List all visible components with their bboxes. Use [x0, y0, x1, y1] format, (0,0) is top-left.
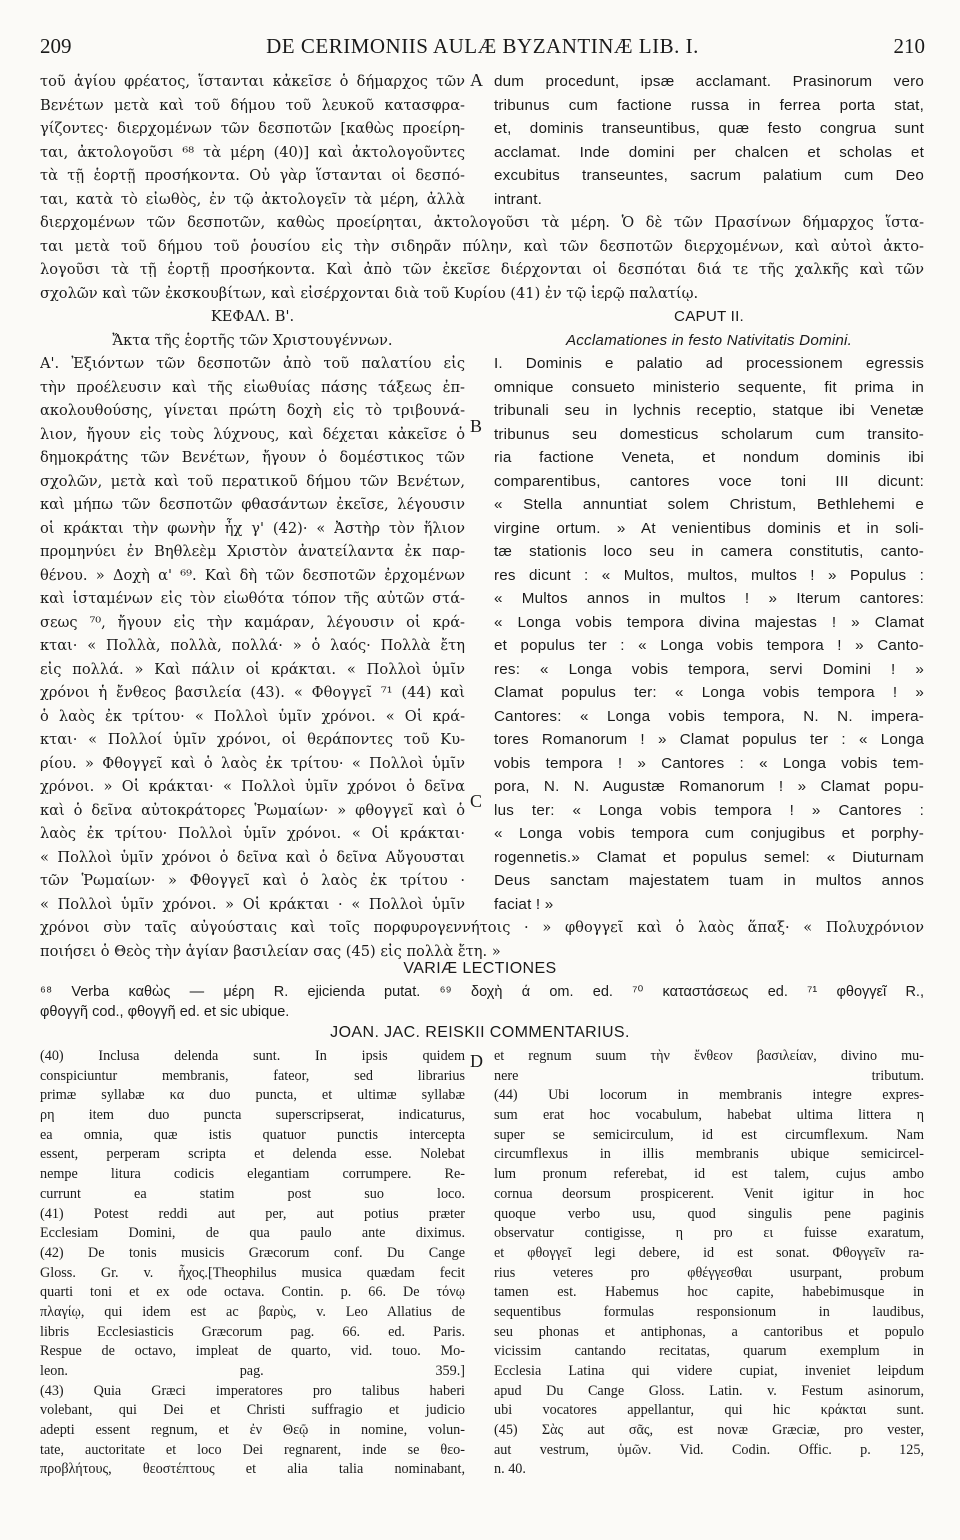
- text-line: leon. pag. 359.]: [40, 1363, 465, 1379]
- text-line: n. 40.: [494, 1461, 526, 1478]
- greek-end-block: [40, 916, 924, 963]
- text-line: ea omnia, quæ istis quatuor punctis intercepta: [40, 1126, 465, 1143]
- text-line: Α'. Ἐξιόντων τῶν δεσποτῶν ἀπὸ τοῦ παλατίου εἰς: [40, 355, 465, 372]
- text-line: τῶν Ῥωμαίων· » Φθογγεῖ καὶ ὁ λαὸς ἐκ τρίτου ·: [40, 872, 465, 889]
- text-line: intrant.: [494, 190, 543, 208]
- text-line: lus ter: « Longa vobis tempora ! » Cantores :: [494, 801, 924, 819]
- text-line: (40) Inclusa delenda sunt. In ipsis quidem: [40, 1048, 465, 1064]
- margin-letter-d: D: [470, 1051, 483, 1071]
- text-line: « Πολλοὶ ὑμῖν χρόνοι. » Οἱ κράκται · « Πολλοὶ ὑμῖν: [40, 895, 465, 913]
- text-line: I. Dominis e palatio ad processionem egressis: [494, 355, 924, 372]
- text-line: καὶ ἱσταμένων εἰς τὸν εἰωθότα τόπον τῆς αὐτῶν στά-: [40, 590, 465, 607]
- greek-full-block: [40, 211, 924, 305]
- text-line: πλαγίῳ, qui idem est ac βαρὺς, v. Leo Allatius de: [40, 1303, 465, 1320]
- variae-lectiones-title: VARIÆ LECTIONES: [403, 960, 557, 977]
- variae-lectiones: [40, 982, 924, 1022]
- running-header: [40, 34, 925, 59]
- text-line: comparentibus, cantores voce toni III dicunt:: [494, 472, 924, 490]
- text-line: « Stella annuntiat solem Christum, Bethlehemi e: [494, 496, 924, 513]
- text-line: ubi vocatores appellantur, qui hic κράκται sunt.: [494, 1402, 924, 1419]
- text-line: apud Du Cange Gloss. Latin. v. Festum asinorum,: [494, 1382, 924, 1399]
- text-line: ακολουθούσης, γίνεται πρώτη δοχὴ εἰς τὸ τριβουνά-: [40, 402, 465, 419]
- text-line: (44) Ubi locorum in membranis integre expres-: [494, 1087, 924, 1104]
- text-line: λαὸς ἐκ τρίτου· Πολλοὶ ὑμῖν χρόνοι. « Οἱ κράκται·: [40, 825, 465, 842]
- greek-chapter-subtitle: Ἄκτα τῆς ἑορτῆς τῶν Χριστουγέννων.: [112, 331, 393, 349]
- text-line: οἱ κράκται τὴν φωνὴν ἦχ γ' (42)· « Ἀστὴρ τὸν ἥλιον: [40, 519, 465, 537]
- text-line: vicissim cantando recitatas, quarum exemplum in: [494, 1343, 924, 1360]
- right-page-number: 210: [893, 34, 925, 58]
- text-line: Cantores: « Longa vobis tempora, N. N. impera-: [494, 707, 924, 725]
- text-line: et, dominis transeuntibus, quæ festo congrua sunt: [494, 120, 924, 137]
- text-line: virgine ortum. » At venientibus dominis et in soli-: [494, 519, 924, 537]
- text-line: faciat ! »: [494, 895, 554, 913]
- text-line: « Longa vobis tempora divina majestas ! » Clamat: [494, 613, 924, 631]
- text-line: adepti essent regnum, et ἐν Θεῷ in nomine, volun-: [40, 1422, 465, 1439]
- text-line: εἰς πολλά. » Καὶ πάλιν οἱ κράκται. « Πολλοὶ ὑμῖν: [40, 660, 465, 678]
- text-line: ⁶⁸ Verba καθὼς — μέρη R. ejicienda putat. ⁶⁹ δοχὴ ά om. ed. ⁷⁰ καταστάσεως ed. ⁷¹ φθογγεῖ R.,: [40, 984, 924, 1000]
- text-line: super se semicirculum, id est circumflexum. Nam: [494, 1126, 924, 1143]
- text-line: nempe litura codicis elegantiam corrumpere. Re-: [40, 1166, 465, 1183]
- margin-letter-b: B: [470, 416, 483, 436]
- text-line: χρόνοι. » Οἱ κράκται· « Πολλοὶ ὑμῖν χρόνοι ὁ δεῖνα: [40, 778, 465, 795]
- text-line: tribunus seu domesticus scholarum cum transito-: [494, 425, 924, 443]
- latin-chapter-heading: CAPUT II. Acclamationes in festo Nativitatis Domini.: [494, 305, 924, 352]
- text-line: τοῦ ἁγίου φρέατος, ἵστανται κἀκεῖσε ὁ δήμαρχος τῶν: [40, 73, 465, 90]
- text-line: tores Romanorum ! » Clamat populus ter : « Longa: [494, 731, 924, 748]
- text-line: λιον, ἤγουν εἰς τοὺς λύχνους, καὶ δέχεται κἀκεῖσε ὁ: [40, 425, 465, 443]
- text-line: καὶ ὁ δεῖνα αὐτοκράτορες Ῥωμαίων· » φθογγεῖ καὶ ὁ: [40, 801, 465, 819]
- text-line: θένου. » Δοχὴ α' ⁶⁹. Καὶ δὴ τῶν δεσποτῶν ἐρχομένων: [40, 566, 465, 584]
- latin-chapter-subtitle: Acclamationes in festo Nativitatis Domini.: [565, 331, 853, 349]
- text-line: et regnum suum τὴν ἔνθεον βασιλείαν, divino mu-: [494, 1048, 924, 1064]
- text-line: conspiciuntur membranis, fateor, sed librarius: [40, 1067, 465, 1084]
- text-line: ὁ λαὸς ἐκ τρίτου· « Πολλοὶ ὑμῖν χρόνοι. « Οἱ κρά-: [40, 707, 465, 725]
- text-line: προμηνύει ἐν Βηθλεὲμ Χριστὸν ἀνατείλαντα ἐκ παρ-: [40, 543, 465, 560]
- text-line: ria factione Veneta, et nondum dominis ibi: [494, 449, 924, 466]
- text-line: φθογγῆ cod., φθογγῆ ed. et sic ubique.: [40, 1004, 290, 1020]
- text-line: currunt ea statim post suo loco.: [40, 1185, 465, 1202]
- text-line: λογοῦσι τὰ τῇ ἑορτῇ προσήκοντα. Καὶ ἀπὸ τῶν ἐκεῖσε διέρχονται οἱ δεσπόται διά τε τῆς χαλκῆς καὶ τῶν: [40, 261, 924, 278]
- text-line: Βενέτων μετὰ καὶ τοῦ δήμου τοῦ λευκοῦ κατασφρα-: [40, 96, 465, 114]
- text-line: aut vestrum, ὑμῶν. Vid. Codin. Offic. p. 125,: [494, 1441, 924, 1458]
- text-line: rius veteres pro φθέγγεσθαι usurpant, probum: [494, 1264, 924, 1281]
- text-line: seu phonas et antiphonas, a cantoribus et populo: [494, 1323, 924, 1340]
- text-line: τὴν προέλευσιν καὶ τῆς εἰωθυίας πάσης τάξεως ἐπ-: [40, 378, 465, 396]
- text-line: κται· « Πολλοί ὑμῖν χρόνοι, οἱ θεράποντες τοῦ Κυ-: [40, 731, 465, 748]
- text-line: σχολῶν, μετὰ καὶ τοῦ περατικοῦ δήμου τῶν Βενέτων,: [40, 472, 465, 490]
- text-line: προβλήτους, θεοστέπτους et alia talia nominabant,: [40, 1461, 465, 1478]
- text-line: καὶ μήπω τῶν δεσποτῶν φθασάντων ἐκεῖσε, λέγουσιν: [40, 496, 465, 513]
- text-line: cornua deorsum prospicerent. Venit igitur in hoc: [494, 1185, 924, 1202]
- text-line: Gloss. Gr. v. ἦχος.[Theophilus musica quædam fecit: [40, 1264, 465, 1281]
- text-line: primæ syllabæ κα duo puncta, et ultimæ syllabæ: [40, 1087, 465, 1104]
- text-line: γίζοντες· διερχομένων τῶν δεσποτῶν [καθὼς προείρη-: [40, 120, 465, 137]
- text-line: tamen est. Habemus hoc capite, habebimusque in: [494, 1284, 924, 1301]
- latin-main-column: [494, 352, 924, 916]
- text-line: ται, κατὰ τὸ εἰωθὸς, ἐν τῷ ἀκτολογεῖν τὰ μέρη, ἀλλὰ: [40, 190, 465, 208]
- text-line: ρίου. » Φθογγεῖ καὶ ὁ λαὸς ἐκ τρίτου· « Πολλοὶ ὑμῖν: [40, 754, 465, 772]
- text-line: et populus ter : « Longa vobis tempora ! » Canto-: [494, 637, 924, 654]
- text-line: quarti toni et ex ode octava. Contin. p. 66. De τόνῳ: [40, 1284, 465, 1301]
- text-line: (42) De tonis musicis Græcorum conf. Du Cange: [40, 1244, 465, 1261]
- text-line: χρόνοι ἡ ἔνθεος βασιλεία (43). « Φθογγεῖ ⁷¹ (44) καὶ: [40, 684, 465, 701]
- text-line: σεως ⁷⁰, ἤγουν εἰς τὴν καμάραν, λέγουσιν οἱ κρά-: [40, 613, 465, 631]
- text-line: ται, ἀκτολογοῦσι ⁶⁸ τὰ μέρη (40)] καὶ ἀκτολογοῦντες: [40, 143, 465, 161]
- commentary-right-column: [494, 1047, 924, 1480]
- left-page-number: 209: [40, 34, 72, 58]
- text-line: « Πολλοὶ ὑμῖν χρόνοι ὁ δεῖνα καὶ ὁ δεῖνα Αὔγουσται: [40, 848, 465, 866]
- text-line: « Longa vobis tempora cum conjugibus et porphy-: [494, 825, 924, 842]
- margin-letter-c: C: [470, 791, 483, 811]
- text-line: tate, auctoritate et loco Dei regnarent, inde se θεο-: [40, 1441, 465, 1458]
- commentary-left-column: [40, 1047, 465, 1480]
- margin-letter-a: A: [470, 70, 483, 90]
- greek-top-block: [40, 70, 465, 211]
- commentary-title: JOAN. JAC. REISKII COMMENTARIUS.: [330, 1024, 630, 1041]
- text-line: libris Ecclesiasticis Græcorum pag. 66. ed. Paris.: [40, 1323, 465, 1340]
- text-line: excubitus transeuntes, sacrum palatium cum Deo: [494, 167, 924, 184]
- text-line: (45) Σὰς aut σᾶς, est novæ Græciæ, pro vester,: [494, 1422, 924, 1439]
- text-line: acclamat. Inde domini per chalcen et scholas et: [494, 143, 924, 161]
- text-line: quoque verbo usu, quod singulis pene paginis: [494, 1205, 924, 1222]
- text-line: essent, perperam scripta et delenda esse. Nolebat: [40, 1146, 465, 1163]
- text-line: pora, N. N. Augustæ Romanorum ! » Clamat popu-: [494, 778, 924, 795]
- text-line: tæ stationis loco seu in camera constitutis, canto-: [494, 543, 924, 560]
- text-line: sum erat hoc vocabulum, habebat ultima littera η: [494, 1107, 924, 1124]
- text-line: ποιήσει ὁ Θεὸς τὴν ἁγίαν βασιλείαν σας (45) εἰς πολλὰ ἔτη. »: [40, 942, 501, 960]
- text-line: χρόνοι σὺν ταῖς αὐγούσταις καὶ τοῖς πορφυρογεννήτοις · » φθογγεῖ καὶ ὁ λαὸς ἅπαξ· « Πολυχρόνιον: [40, 919, 924, 936]
- greek-chapter-heading: ΚΕΦΑΛ. Β'. Ἄκτα τῆς ἑορτῆς τῶν Χριστουγέννων.: [40, 305, 465, 352]
- text-line: ται μετὰ τοῦ δήμου τοῦ ῥουσίου εἰς τὴν σιδηρᾶν πύλην, καὶ τῶν δεσποτῶν διερχομένων, καὶ αὐτοὶ ἀκτο-: [40, 237, 924, 255]
- text-line: Ecclesiam Domini, de qua paulo ante diximus.: [40, 1225, 465, 1242]
- text-line: circumflexus in illis membranis ubique semicircel-: [494, 1146, 924, 1163]
- text-line: (41) Potest reddi aut per, aut potius præter: [40, 1205, 465, 1222]
- greek-main-column: [40, 352, 465, 916]
- text-line: δημοκράτης τῶν Βενέτων, ἤγουν ὁ δομέστικος τῶν: [40, 449, 465, 466]
- text-line: Clamat populus ter: « Longa vobis tempora ! »: [494, 684, 924, 701]
- text-line: vobis tempora ! » Cantores : « Longa vobis tem-: [494, 754, 924, 772]
- text-line: « Multos annos in multos ! » Iterum cantores:: [494, 590, 924, 607]
- text-line: lum pronum referebat, id est talem, cujus ambo: [494, 1166, 924, 1183]
- text-line: Ecclesia Latina qui videre cupiat, inveniet leipdum: [494, 1363, 924, 1379]
- text-line: rogennetis.» Clamat et populus semel: « Diuturnam: [494, 848, 924, 866]
- text-line: διερχομένων τῶν δεσποτῶν, καθὼς προείρηται, ἀκτολογοῦσι τὰ μέρη. Ὁ δὲ τῶν Πρασίνων δήμαρχος ἵστα-: [40, 214, 924, 231]
- running-title: DE CERIMONIIS AULÆ BYZANTINÆ LIB. I.: [266, 34, 699, 58]
- text-line: volebant, qui Dei et Christi suffragio et judicio: [40, 1402, 465, 1419]
- text-line: Respue de octavo, impleat de quarto, vid. touo. Mo-: [40, 1343, 465, 1360]
- text-line: observatur contigisse, η pro ει fuisse exaratum,: [494, 1225, 924, 1242]
- text-line: dum procedunt, ipsæ acclamant. Prasinorum vero: [494, 73, 924, 90]
- text-line: κται· « Πολλὰ, πολλὰ, πολλά· » ὁ λαός· Πολλὰ ἔτη: [40, 637, 465, 654]
- text-line: (43) Quia Græci imperatores pro talibus haberi: [40, 1382, 465, 1399]
- text-line: res dicunt : « Multos, multos, multos ! » Populus :: [494, 566, 924, 584]
- text-line: res: « Longa vobis tempora, servi Domini ! »: [494, 660, 924, 678]
- text-line: σχολῶν καὶ τῶν ἐκσκουβίτων, καὶ εἰσέρχονται διὰ τοῦ Κυρίου (41) ἐν τῷ ἱερῷ παλατίῳ.: [40, 284, 699, 302]
- text-line: sequentibus formulas responsionum in laudibus,: [494, 1303, 924, 1320]
- text-line: et φθογγεῖ legi debere, id est sonat. Φθογγεῖν ra-: [494, 1244, 924, 1261]
- text-line: Deus sanctam majestatem tuam in multos annos: [494, 872, 924, 889]
- text-line: nere tributum.: [494, 1067, 924, 1084]
- text-line: ρη item duo puncta superscripserat, indicaturus,: [40, 1107, 465, 1124]
- text-line: omnique consueto ministerio sequente, fit prima in: [494, 378, 924, 396]
- latin-top-block: [494, 70, 924, 211]
- text-line: tribunus cum factione russa in ferrea porta stat,: [494, 96, 924, 114]
- text-line: τὰ τῇ ἑορτῇ προσήκοντα. Οὐ γὰρ ἵστανται οἱ δεσπό-: [40, 167, 465, 184]
- text-line: tribunali seu in lychnis receptio, statque ibi Venetæ: [494, 402, 924, 419]
